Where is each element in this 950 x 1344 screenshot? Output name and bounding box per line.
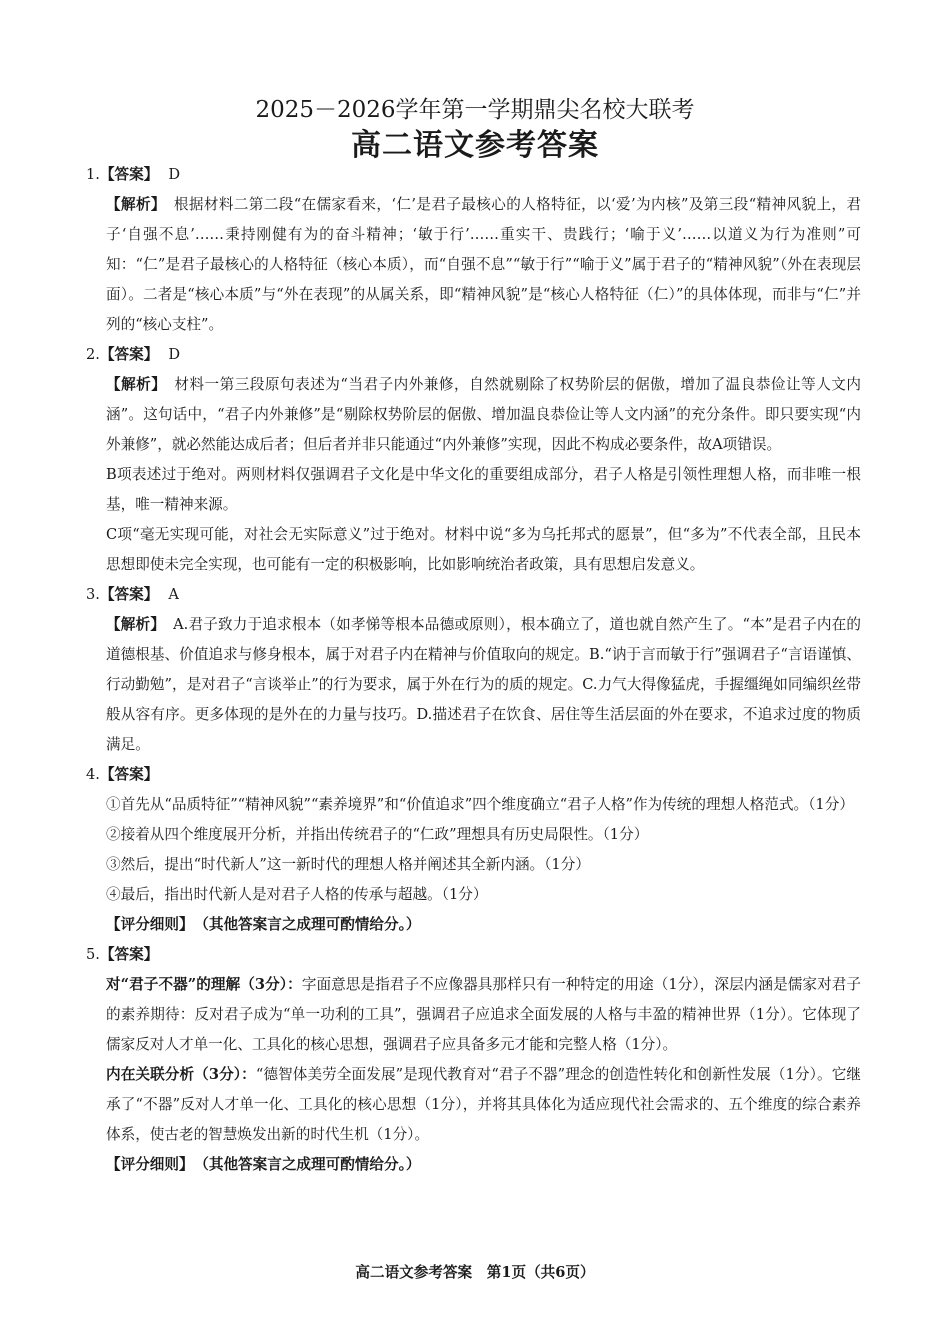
q2-answer-value: D [168,346,181,363]
q3-analysis-label: 【解析】 [106,616,166,633]
q5-part-2-label: 内在关联分析（3分）： [106,1066,256,1083]
q3-answer-value: A [168,586,179,603]
q2-answer-label: 【答案】 [99,346,159,363]
q1-analysis-label: 【解析】 [106,196,166,213]
q4-point-4: ④最后，指出时代新人是对君子人格的传承与超越。（1分） [106,886,488,903]
q5-part-1 [86,970,861,1060]
q5-part-2-text: “德智体美劳全面发展”是现代教育对“君子不器”理念的创造性转化和创新性发展（1分）。它继承了“不器”反对人才单一化、工具化的核心思想（1分），并将其具体化为适应现代社会需求的、五个维度的综合素养体系，使古老的智慧焕发出新的时代生机（1分）。 [106,1066,861,1143]
q5-part-1-text: 字面意思是指君子不应像器具那样只有一种特定的用途（1分），深层内涵是儒家对君子的素养期待：反对君子成为“单一功利的工具”，强调君子应追求全面发展的人格与丰盈的精神世界（1分）。它体现了儒家反对人才单一化、工具化的核心思想，强调君子应具备多元才能和完整人格（1分）。 [106,976,861,1053]
q2-analysis [86,370,861,460]
q1-answer-value: D [168,166,181,183]
q5-part-2 [86,1060,861,1150]
q3-answer-label: 【答案】 [99,586,159,603]
document-title: 高二语文参考答案 [351,128,599,163]
q2-answer-line [86,340,861,370]
q2-option-b-note: B项表述过于绝对。两则材料仅强调君子文化是中华文化的重要组成部分，君子人格是引领性理想人格，而非唯一根基，唯一精神来源。 [106,466,861,513]
q4-scoring-note [86,910,861,940]
q4-scoring-text: （其他答案言之成理可酌情给分。） [201,916,421,933]
q2-option-c-note: C项“毫无实现可能，对社会无实际意义”过于绝对。材料中说“多为乌托邦式的愿景”，但“多为”不代表全部，且民本思想即使未完全实现，也可能有一定的积极影响，比如影响统治者政策，具有思想启发意义。 [106,526,861,573]
q5-scoring-label: 【评分细则】 [106,1156,194,1173]
q1-analysis-text: 根据材料二第二段“在儒家看来，‘仁’是君子最核心的人格特征，以‘爱’为内核”及第三段“精神风貌上，君子‘自强不息’……秉持刚健有为的奋斗精神；‘敏于行’……重实干、贵践行；‘喻于义’……以道义为行为准则”可知：“仁”是君子最核心的人格特征（核心本质），而“自强不息”“敏于行”“喻于义”属于君子的“精神风貌”（外在表现层面）。二者是“核心本质”与“外在表现”的从属关系，即“精神风貌”是“核心人格特征（仁）”的具体体现，而非与“仁”并列的“核心支柱”。 [106,196,861,333]
q3-analysis [86,610,861,760]
q4-number: 4. [86,766,100,783]
q1-answer-label: 【答案】 [99,166,159,183]
q4-point-2: ②接着从四个维度展开分析，并指出传统君子的“仁政”理想具有历史局限性。（1分） [106,826,649,843]
answer-content [86,160,861,1180]
q4-point-1: ①首先从“品质特征”“精神风貌”“素养境界”和“价值追求”四个维度确立“君子人格”作为传统的理想人格范式。（1分） [106,796,854,813]
q1-answer-line [86,160,861,190]
q5-answer-label: 【答案】 [99,946,159,963]
q5-scoring-note [86,1150,861,1180]
q4-point-3: ③然后，提出“时代新人”这一新时代的理想人格并阐述其全新内涵。（1分） [106,856,590,873]
q1-number: 1. [86,166,100,183]
q4-answer-label: 【答案】 [99,766,159,783]
q2-number: 2. [86,346,100,363]
q3-answer-line [86,580,861,610]
q5-part-1-label: 对“君子不器”的理解（3分）： [106,976,302,993]
q3-number: 3. [86,586,100,603]
q5-number: 5. [86,946,100,963]
q4-answer-line [86,760,861,790]
page-footer: 高二语文参考答案 第1页（共6页） [355,1264,595,1281]
q4-scoring-label: 【评分细则】 [106,916,194,933]
q5-scoring-text: （其他答案言之成理可酌情给分。） [201,1156,421,1173]
exam-title: 2025－2026学年第一学期鼎尖名校大联考 [255,97,695,123]
q5-answer-line [86,940,861,970]
q2-analysis-text: 材料一第三段原句表述为“当君子内外兼修，自然就剔除了权势阶层的倨傲，增加了温良恭俭让等人文内涵”。这句话中，“君子内外兼修”是“剔除权势阶层的倨傲、增加温良恭俭让等人文内涵”的充分条件。即只要实现“内外兼修”，就必然能达成后者；但后者并非只能通过“内外兼修”实现，因此不构成必要条件，故A项错误。 [106,376,861,453]
q3-analysis-text: A.君子致力于追求根本（如孝悌等根本品德或原则），根本确立了，道也就自然产生了。“本”是君子内在的道德根基、价值追求与修身根本，属于对君子内在精神与价值取向的规定。B.“讷于言而敏于行”强调君子“言语谨慎、行动勤勉”，是对君子“言谈举止”的行为要求，属于外在行为的质的规定。C.力气大得像猛虎，手握缰绳如同编织丝带般从容有序。更多体现的是外在的力量与技巧。D.描述君子在饮食、居住等生活层面的外在要求，不追求过度的物质满足。 [106,616,861,753]
q2-analysis-label: 【解析】 [106,376,167,393]
q1-analysis [86,190,861,340]
